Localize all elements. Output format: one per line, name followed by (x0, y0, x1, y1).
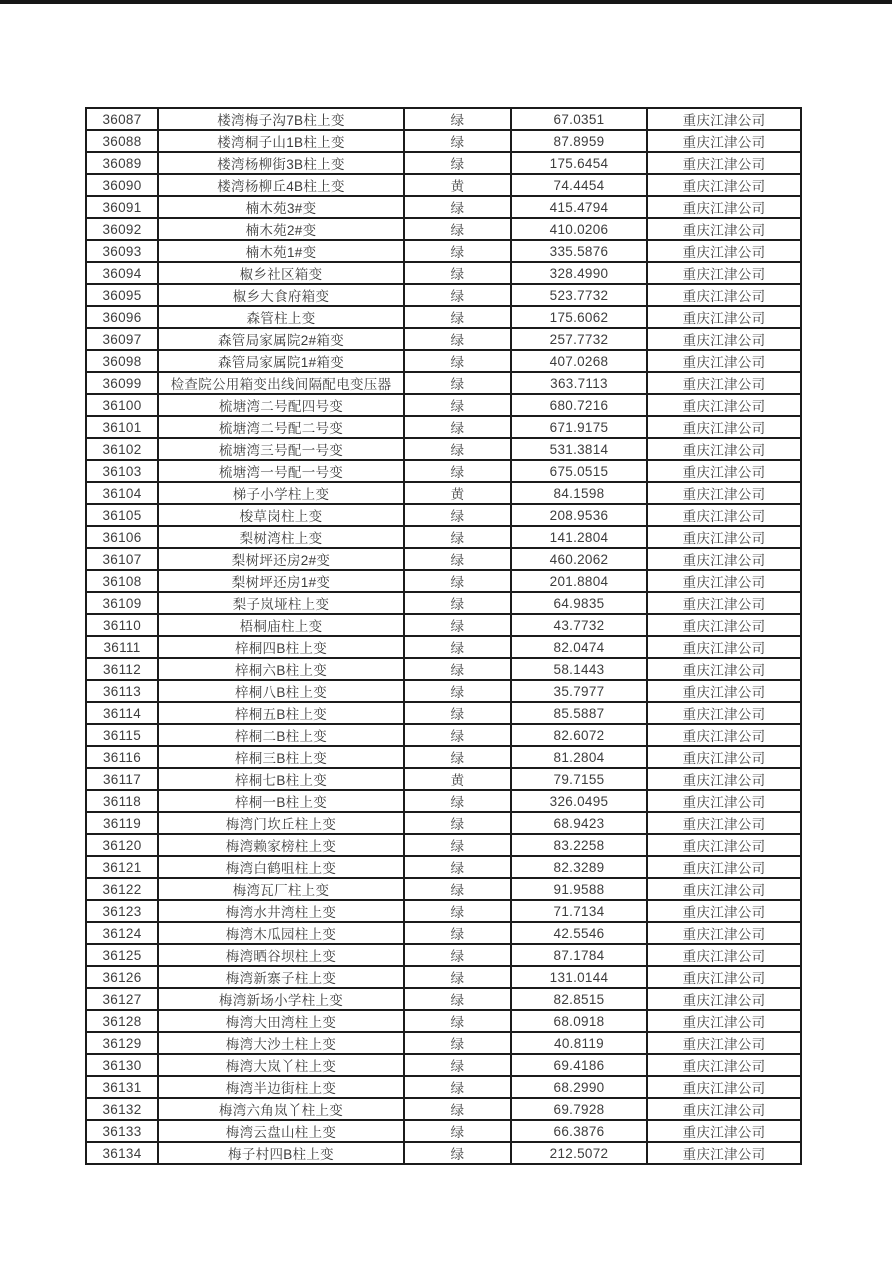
row-status-cell: 绿 (404, 944, 511, 966)
row-value-cell: 131.0144 (511, 966, 647, 988)
row-id-cell: 36100 (86, 394, 158, 416)
row-value-cell: 257.7732 (511, 328, 647, 350)
row-id-cell: 36134 (86, 1142, 158, 1164)
row-id-cell: 36119 (86, 812, 158, 834)
row-company-cell: 重庆江津公司 (647, 284, 801, 306)
row-company-cell: 重庆江津公司 (647, 174, 801, 196)
row-status-cell: 绿 (404, 614, 511, 636)
row-company-cell: 重庆江津公司 (647, 548, 801, 570)
row-id-cell: 36101 (86, 416, 158, 438)
row-id-cell: 36088 (86, 130, 158, 152)
row-status-cell: 绿 (404, 372, 511, 394)
row-name-cell: 梅湾大田湾柱上变 (158, 1010, 404, 1032)
row-status-cell: 绿 (404, 988, 511, 1010)
table-row (86, 1010, 801, 1032)
row-company-cell: 重庆江津公司 (647, 746, 801, 768)
row-name-cell: 楠木苑3#变 (158, 196, 404, 218)
row-value-cell: 141.2804 (511, 526, 647, 548)
row-company-cell: 重庆江津公司 (647, 790, 801, 812)
row-status-cell: 绿 (404, 350, 511, 372)
table-row (86, 196, 801, 218)
row-company-cell: 重庆江津公司 (647, 460, 801, 482)
row-company-cell: 重庆江津公司 (647, 1098, 801, 1120)
table-row (86, 636, 801, 658)
row-status-cell: 绿 (404, 438, 511, 460)
table-row (86, 306, 801, 328)
row-id-cell: 36126 (86, 966, 158, 988)
table-row (86, 1076, 801, 1098)
table-row (86, 218, 801, 240)
row-id-cell: 36106 (86, 526, 158, 548)
row-status-cell: 绿 (404, 966, 511, 988)
table-row (86, 1054, 801, 1076)
row-status-cell: 绿 (404, 680, 511, 702)
row-value-cell: 40.8119 (511, 1032, 647, 1054)
row-id-cell: 36128 (86, 1010, 158, 1032)
row-id-cell: 36115 (86, 724, 158, 746)
row-name-cell: 梨树湾柱上变 (158, 526, 404, 548)
row-status-cell: 绿 (404, 416, 511, 438)
row-status-cell: 绿 (404, 658, 511, 680)
row-company-cell: 重庆江津公司 (647, 1054, 801, 1076)
row-value-cell: 680.7216 (511, 394, 647, 416)
row-id-cell: 36105 (86, 504, 158, 526)
row-name-cell: 梅子村四B柱上变 (158, 1142, 404, 1164)
row-id-cell: 36121 (86, 856, 158, 878)
row-status-cell: 绿 (404, 306, 511, 328)
table-row (86, 614, 801, 636)
row-value-cell: 326.0495 (511, 790, 647, 812)
row-status-cell: 绿 (404, 900, 511, 922)
table-row (86, 900, 801, 922)
row-name-cell: 楠木苑1#变 (158, 240, 404, 262)
row-company-cell: 重庆江津公司 (647, 196, 801, 218)
row-id-cell: 36091 (86, 196, 158, 218)
row-status-cell: 绿 (404, 1054, 511, 1076)
row-status-cell: 绿 (404, 592, 511, 614)
table-body (86, 108, 801, 1164)
row-value-cell: 531.3814 (511, 438, 647, 460)
row-company-cell: 重庆江津公司 (647, 504, 801, 526)
row-name-cell: 楼湾杨柳丘4B柱上变 (158, 174, 404, 196)
row-status-cell: 绿 (404, 746, 511, 768)
row-id-cell: 36093 (86, 240, 158, 262)
row-company-cell: 重庆江津公司 (647, 526, 801, 548)
table-row (86, 130, 801, 152)
row-name-cell: 梅湾云盘山柱上变 (158, 1120, 404, 1142)
row-name-cell: 梅湾晒谷坝柱上变 (158, 944, 404, 966)
row-id-cell: 36125 (86, 944, 158, 966)
row-status-cell: 绿 (404, 284, 511, 306)
row-id-cell: 36123 (86, 900, 158, 922)
row-company-cell: 重庆江津公司 (647, 988, 801, 1010)
row-name-cell: 梭草岗柱上变 (158, 504, 404, 526)
row-company-cell: 重庆江津公司 (647, 812, 801, 834)
row-company-cell: 重庆江津公司 (647, 350, 801, 372)
table-row (86, 856, 801, 878)
row-value-cell: 363.7113 (511, 372, 647, 394)
row-id-cell: 36099 (86, 372, 158, 394)
row-company-cell: 重庆江津公司 (647, 240, 801, 262)
row-status-cell: 绿 (404, 790, 511, 812)
row-company-cell: 重庆江津公司 (647, 658, 801, 680)
row-value-cell: 83.2258 (511, 834, 647, 856)
row-name-cell: 梓桐三B柱上变 (158, 746, 404, 768)
row-value-cell: 79.7155 (511, 768, 647, 790)
row-name-cell: 椒乡社区箱变 (158, 262, 404, 284)
row-id-cell: 36124 (86, 922, 158, 944)
row-id-cell: 36127 (86, 988, 158, 1010)
table-row (86, 350, 801, 372)
row-company-cell: 重庆江津公司 (647, 372, 801, 394)
table-row (86, 746, 801, 768)
row-value-cell: 82.8515 (511, 988, 647, 1010)
row-name-cell: 梅湾赖家榜柱上变 (158, 834, 404, 856)
row-value-cell: 675.0515 (511, 460, 647, 482)
row-id-cell: 36087 (86, 108, 158, 130)
row-name-cell: 梯子小学柱上变 (158, 482, 404, 504)
row-status-cell: 绿 (404, 1098, 511, 1120)
row-status-cell: 绿 (404, 130, 511, 152)
table-row (86, 702, 801, 724)
row-name-cell: 梅湾半边街柱上变 (158, 1076, 404, 1098)
row-name-cell: 检查院公用箱变出线间隔配电变压器 (158, 372, 404, 394)
table-row (86, 548, 801, 570)
row-value-cell: 460.2062 (511, 548, 647, 570)
row-id-cell: 36112 (86, 658, 158, 680)
row-name-cell: 梳塘湾二号配四号变 (158, 394, 404, 416)
row-company-cell: 重庆江津公司 (647, 570, 801, 592)
row-id-cell: 36104 (86, 482, 158, 504)
row-name-cell: 森管局家属院2#箱变 (158, 328, 404, 350)
table-row (86, 658, 801, 680)
row-value-cell: 87.8959 (511, 130, 647, 152)
table-row (86, 482, 801, 504)
row-id-cell: 36118 (86, 790, 158, 812)
row-value-cell: 208.9536 (511, 504, 647, 526)
table-row (86, 944, 801, 966)
row-id-cell: 36116 (86, 746, 158, 768)
row-status-cell: 绿 (404, 548, 511, 570)
row-id-cell: 36117 (86, 768, 158, 790)
row-value-cell: 201.8804 (511, 570, 647, 592)
row-value-cell: 81.2804 (511, 746, 647, 768)
row-company-cell: 重庆江津公司 (647, 592, 801, 614)
row-status-cell: 黄 (404, 174, 511, 196)
row-value-cell: 82.0474 (511, 636, 647, 658)
row-company-cell: 重庆江津公司 (647, 1032, 801, 1054)
row-id-cell: 36102 (86, 438, 158, 460)
row-name-cell: 梓桐八B柱上变 (158, 680, 404, 702)
row-name-cell: 梅湾新场小学柱上变 (158, 988, 404, 1010)
table-row (86, 1032, 801, 1054)
row-company-cell: 重庆江津公司 (647, 702, 801, 724)
table-row (86, 240, 801, 262)
table-row (86, 878, 801, 900)
row-value-cell: 415.4794 (511, 196, 647, 218)
row-id-cell: 36108 (86, 570, 158, 592)
row-name-cell: 梧桐庙柱上变 (158, 614, 404, 636)
row-value-cell: 68.9423 (511, 812, 647, 834)
row-company-cell: 重庆江津公司 (647, 108, 801, 130)
row-company-cell: 重庆江津公司 (647, 1076, 801, 1098)
row-company-cell: 重庆江津公司 (647, 262, 801, 284)
row-value-cell: 523.7732 (511, 284, 647, 306)
row-name-cell: 梅湾白鹤咀柱上变 (158, 856, 404, 878)
row-id-cell: 36110 (86, 614, 158, 636)
row-status-cell: 绿 (404, 834, 511, 856)
row-status-cell: 绿 (404, 812, 511, 834)
row-value-cell: 671.9175 (511, 416, 647, 438)
row-status-cell: 黄 (404, 482, 511, 504)
row-id-cell: 36133 (86, 1120, 158, 1142)
row-value-cell: 71.7134 (511, 900, 647, 922)
row-id-cell: 36090 (86, 174, 158, 196)
row-company-cell: 重庆江津公司 (647, 680, 801, 702)
row-id-cell: 36107 (86, 548, 158, 570)
row-value-cell: 335.5876 (511, 240, 647, 262)
row-company-cell: 重庆江津公司 (647, 966, 801, 988)
row-status-cell: 绿 (404, 152, 511, 174)
table-row (86, 262, 801, 284)
row-company-cell: 重庆江津公司 (647, 394, 801, 416)
row-status-cell: 绿 (404, 460, 511, 482)
row-status-cell: 绿 (404, 702, 511, 724)
table-row (86, 1098, 801, 1120)
row-company-cell: 重庆江津公司 (647, 724, 801, 746)
row-id-cell: 36131 (86, 1076, 158, 1098)
table-row (86, 284, 801, 306)
row-id-cell: 36111 (86, 636, 158, 658)
table-row (86, 152, 801, 174)
row-name-cell: 梅湾瓦厂柱上变 (158, 878, 404, 900)
row-value-cell: 69.4186 (511, 1054, 647, 1076)
row-name-cell: 楠木苑2#变 (158, 218, 404, 240)
table-row (86, 394, 801, 416)
row-id-cell: 36130 (86, 1054, 158, 1076)
row-company-cell: 重庆江津公司 (647, 922, 801, 944)
row-name-cell: 楼湾杨柳街3B柱上变 (158, 152, 404, 174)
table-row (86, 416, 801, 438)
table-row (86, 812, 801, 834)
row-status-cell: 绿 (404, 724, 511, 746)
row-value-cell: 69.7928 (511, 1098, 647, 1120)
row-status-cell: 绿 (404, 1120, 511, 1142)
row-name-cell: 梨子岚垭柱上变 (158, 592, 404, 614)
row-id-cell: 36129 (86, 1032, 158, 1054)
row-company-cell: 重庆江津公司 (647, 328, 801, 350)
table-row (86, 834, 801, 856)
row-id-cell: 36103 (86, 460, 158, 482)
table-row (86, 988, 801, 1010)
row-value-cell: 42.5546 (511, 922, 647, 944)
row-company-cell: 重庆江津公司 (647, 306, 801, 328)
row-status-cell: 绿 (404, 1076, 511, 1098)
row-status-cell: 绿 (404, 570, 511, 592)
row-name-cell: 梅湾门坎丘柱上变 (158, 812, 404, 834)
row-company-cell: 重庆江津公司 (647, 944, 801, 966)
row-value-cell: 66.3876 (511, 1120, 647, 1142)
table-row (86, 174, 801, 196)
transformer-table (85, 107, 802, 1165)
row-status-cell: 绿 (404, 218, 511, 240)
row-id-cell: 36120 (86, 834, 158, 856)
scan-top-edge-bar (0, 0, 892, 4)
row-status-cell: 绿 (404, 878, 511, 900)
row-value-cell: 175.6062 (511, 306, 647, 328)
row-value-cell: 68.0918 (511, 1010, 647, 1032)
row-value-cell: 82.3289 (511, 856, 647, 878)
row-company-cell: 重庆江津公司 (647, 130, 801, 152)
row-company-cell: 重庆江津公司 (647, 416, 801, 438)
row-value-cell: 328.4990 (511, 262, 647, 284)
table-row (86, 328, 801, 350)
table-row (86, 108, 801, 130)
row-value-cell: 58.1443 (511, 658, 647, 680)
row-name-cell: 梅湾新寨子柱上变 (158, 966, 404, 988)
row-id-cell: 36113 (86, 680, 158, 702)
row-name-cell: 梳塘湾三号配一号变 (158, 438, 404, 460)
row-status-cell: 绿 (404, 1010, 511, 1032)
table-row (86, 460, 801, 482)
row-status-cell: 绿 (404, 526, 511, 548)
row-name-cell: 森管局家属院1#箱变 (158, 350, 404, 372)
table-row (86, 790, 801, 812)
row-name-cell: 梅湾木瓜园柱上变 (158, 922, 404, 944)
table-row (86, 438, 801, 460)
row-status-cell: 绿 (404, 108, 511, 130)
table-row (86, 680, 801, 702)
row-value-cell: 91.9588 (511, 878, 647, 900)
row-name-cell: 梨树坪还房1#变 (158, 570, 404, 592)
row-name-cell: 梓桐一B柱上变 (158, 790, 404, 812)
row-name-cell: 梳塘湾二号配二号变 (158, 416, 404, 438)
row-id-cell: 36109 (86, 592, 158, 614)
row-name-cell: 梅湾大岚丫柱上变 (158, 1054, 404, 1076)
row-value-cell: 64.9835 (511, 592, 647, 614)
row-status-cell: 绿 (404, 394, 511, 416)
row-company-cell: 重庆江津公司 (647, 878, 801, 900)
row-name-cell: 森管柱上变 (158, 306, 404, 328)
row-name-cell: 梳塘湾一号配一号变 (158, 460, 404, 482)
row-name-cell: 椒乡大食府箱变 (158, 284, 404, 306)
row-status-cell: 绿 (404, 328, 511, 350)
table-row (86, 724, 801, 746)
row-id-cell: 36092 (86, 218, 158, 240)
row-value-cell: 84.1598 (511, 482, 647, 504)
row-name-cell: 梅湾水井湾柱上变 (158, 900, 404, 922)
row-name-cell: 梓桐四B柱上变 (158, 636, 404, 658)
row-status-cell: 绿 (404, 196, 511, 218)
row-company-cell: 重庆江津公司 (647, 614, 801, 636)
table-row (86, 768, 801, 790)
row-name-cell: 梅湾大沙土柱上变 (158, 1032, 404, 1054)
row-id-cell: 36095 (86, 284, 158, 306)
row-id-cell: 36094 (86, 262, 158, 284)
row-value-cell: 67.0351 (511, 108, 647, 130)
row-status-cell: 绿 (404, 1032, 511, 1054)
row-value-cell: 35.7977 (511, 680, 647, 702)
row-company-cell: 重庆江津公司 (647, 856, 801, 878)
row-company-cell: 重庆江津公司 (647, 152, 801, 174)
row-company-cell: 重庆江津公司 (647, 482, 801, 504)
row-company-cell: 重庆江津公司 (647, 636, 801, 658)
row-value-cell: 212.5072 (511, 1142, 647, 1164)
row-value-cell: 85.5887 (511, 702, 647, 724)
row-status-cell: 绿 (404, 922, 511, 944)
row-status-cell: 绿 (404, 240, 511, 262)
row-name-cell: 楼湾桐子山1B柱上变 (158, 130, 404, 152)
row-name-cell: 梓桐五B柱上变 (158, 702, 404, 724)
row-id-cell: 36114 (86, 702, 158, 724)
table-row (86, 526, 801, 548)
row-name-cell: 梓桐二B柱上变 (158, 724, 404, 746)
row-value-cell: 74.4454 (511, 174, 647, 196)
row-value-cell: 407.0268 (511, 350, 647, 372)
row-name-cell: 梅湾六角岚丫柱上变 (158, 1098, 404, 1120)
row-status-cell: 绿 (404, 262, 511, 284)
row-status-cell: 绿 (404, 1142, 511, 1164)
row-company-cell: 重庆江津公司 (647, 1120, 801, 1142)
table-row (86, 592, 801, 614)
row-value-cell: 68.2990 (511, 1076, 647, 1098)
row-value-cell: 175.6454 (511, 152, 647, 174)
row-company-cell: 重庆江津公司 (647, 834, 801, 856)
row-value-cell: 87.1784 (511, 944, 647, 966)
row-id-cell: 36089 (86, 152, 158, 174)
table-row (86, 372, 801, 394)
row-id-cell: 36098 (86, 350, 158, 372)
row-status-cell: 绿 (404, 636, 511, 658)
row-id-cell: 36122 (86, 878, 158, 900)
row-status-cell: 黄 (404, 768, 511, 790)
row-company-cell: 重庆江津公司 (647, 1010, 801, 1032)
table-row (86, 922, 801, 944)
table-row (86, 570, 801, 592)
table-row (86, 1120, 801, 1142)
row-company-cell: 重庆江津公司 (647, 438, 801, 460)
row-company-cell: 重庆江津公司 (647, 900, 801, 922)
row-id-cell: 36096 (86, 306, 158, 328)
row-name-cell: 梨树坪还房2#变 (158, 548, 404, 570)
row-status-cell: 绿 (404, 856, 511, 878)
row-name-cell: 梓桐六B柱上变 (158, 658, 404, 680)
table-row (86, 1142, 801, 1164)
row-value-cell: 82.6072 (511, 724, 647, 746)
row-value-cell: 43.7732 (511, 614, 647, 636)
row-company-cell: 重庆江津公司 (647, 768, 801, 790)
row-name-cell: 梓桐七B柱上变 (158, 768, 404, 790)
table-row (86, 966, 801, 988)
row-company-cell: 重庆江津公司 (647, 1142, 801, 1164)
row-name-cell: 楼湾梅子沟7B柱上变 (158, 108, 404, 130)
table-row (86, 504, 801, 526)
row-id-cell: 36132 (86, 1098, 158, 1120)
row-id-cell: 36097 (86, 328, 158, 350)
row-status-cell: 绿 (404, 504, 511, 526)
row-value-cell: 410.0206 (511, 218, 647, 240)
row-company-cell: 重庆江津公司 (647, 218, 801, 240)
